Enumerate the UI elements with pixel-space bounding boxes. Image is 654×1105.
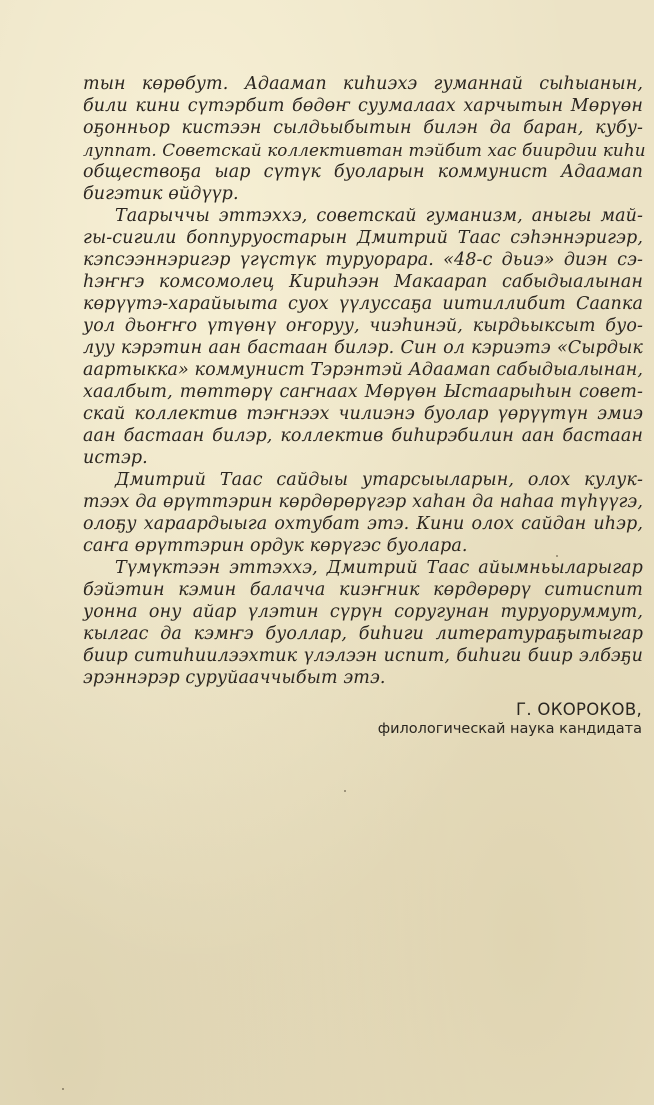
- author-signature: [378, 700, 642, 738]
- paper-speck: [556, 555, 558, 557]
- text-line: оҕонньор кистээн сылдьыбытын билэн да баран, кубу-: [83, 118, 643, 138]
- author-name: Г. ОКОРОКОВ,: [515, 700, 642, 719]
- paragraph-1: [83, 73, 646, 205]
- text-line: кэпсээннэригэр үгүстүк туруорара. «48-с дьиэ» диэн сэ-: [83, 250, 643, 270]
- text-line: хаалбыт, төттөрү саҥнаах Мөрүөн Ыстаарыһын совет-: [83, 382, 643, 402]
- text-line: уол дьоҥҥо үтүөнү оҥоруу, чиэһинэй, кырдьыксыт буо-: [83, 316, 643, 336]
- text-line: бэйэтин кэмин балачча киэҥник көрдөрөрү ситиспит: [83, 580, 643, 600]
- text-line: тээх да өрүттэрин көрдөрөрүгэр хаһан да наһаа түһүүгэ,: [83, 492, 643, 512]
- text-line: луппат. Советскай коллективтан тэйбит хас биирдии киһи: [83, 140, 646, 160]
- text-line: гы-сигили боппуруостарын Дмитрий Таас сэһэннэригэр,: [83, 228, 643, 248]
- text-line: Таарыччы эттэххэ, советскай гуманизм, аныгы май-: [115, 206, 643, 226]
- text-line: биир ситиһиилээхтик үлэлээн испит, биһиги биир элбэҕи: [83, 646, 643, 666]
- text-line: били кини сүтэрбит бөдөҥ суумалаах харчытын Мөрүөн: [83, 96, 643, 116]
- author-title: филологическай наука кандидата: [377, 721, 642, 737]
- text-line: скай коллектив тэҥнээх чилиэнэ буолар үөрүүтүн эмиэ: [83, 404, 643, 424]
- text-line: тын көрөбут. Адаамап киһиэхэ гуманнай сыһыанын,: [83, 74, 643, 94]
- text-line: олоҕу хараардыыга охтубат этэ. Кини олох сайдан иһэр,: [83, 514, 643, 534]
- text-line: бигэтик өйдүүр.: [83, 184, 239, 204]
- text-line: истэр.: [83, 448, 148, 468]
- paper-speck: [344, 790, 346, 792]
- text-line: саҥа өрүттэрин ордук көрүгэс буолара.: [83, 536, 468, 556]
- article-text: [83, 73, 646, 689]
- text-line: Түмүктээн эттэххэ, Дмитрий Таас айымньыларыгар: [115, 558, 643, 578]
- text-line: аан бастаан билэр, коллектив биһирэбилин аан бастаан: [83, 426, 643, 446]
- text-line: обществоҕа ыар сүтүк буоларын коммунист Адаамап: [83, 162, 643, 182]
- text-line: кылгас да кэмҥэ буоллар, биһиги литератураҕытыгар: [83, 624, 643, 644]
- text-line: һэҥҥэ комсомолец Кириһээн Макаарап сабыдыалынан: [83, 272, 643, 292]
- text-line: көрүүтэ-харайыыта суох үүлуссаҕа иитиллибит Саапка: [83, 294, 643, 314]
- paragraph-3: [83, 469, 643, 557]
- text-line: эрэннэрэр суруйааччыбыт этэ.: [83, 668, 386, 688]
- text-line: луу кэрэтин аан бастаан билэр. Син ол кэриэтэ «Сырдык: [83, 338, 643, 358]
- paragraph-4: [83, 557, 643, 689]
- text-line: Дмитрий Таас сайдыы утарсыыларын, олох кулук-: [115, 470, 643, 490]
- paper-speck: [62, 1088, 64, 1090]
- text-line: аартыкка» коммунист Тэрэнтэй Адаамап сабыдыалынан,: [83, 360, 644, 380]
- paragraph-2: [83, 205, 643, 469]
- text-line: уонна ону айар үлэтин сүрүн соругунан туруоруммут,: [83, 602, 643, 622]
